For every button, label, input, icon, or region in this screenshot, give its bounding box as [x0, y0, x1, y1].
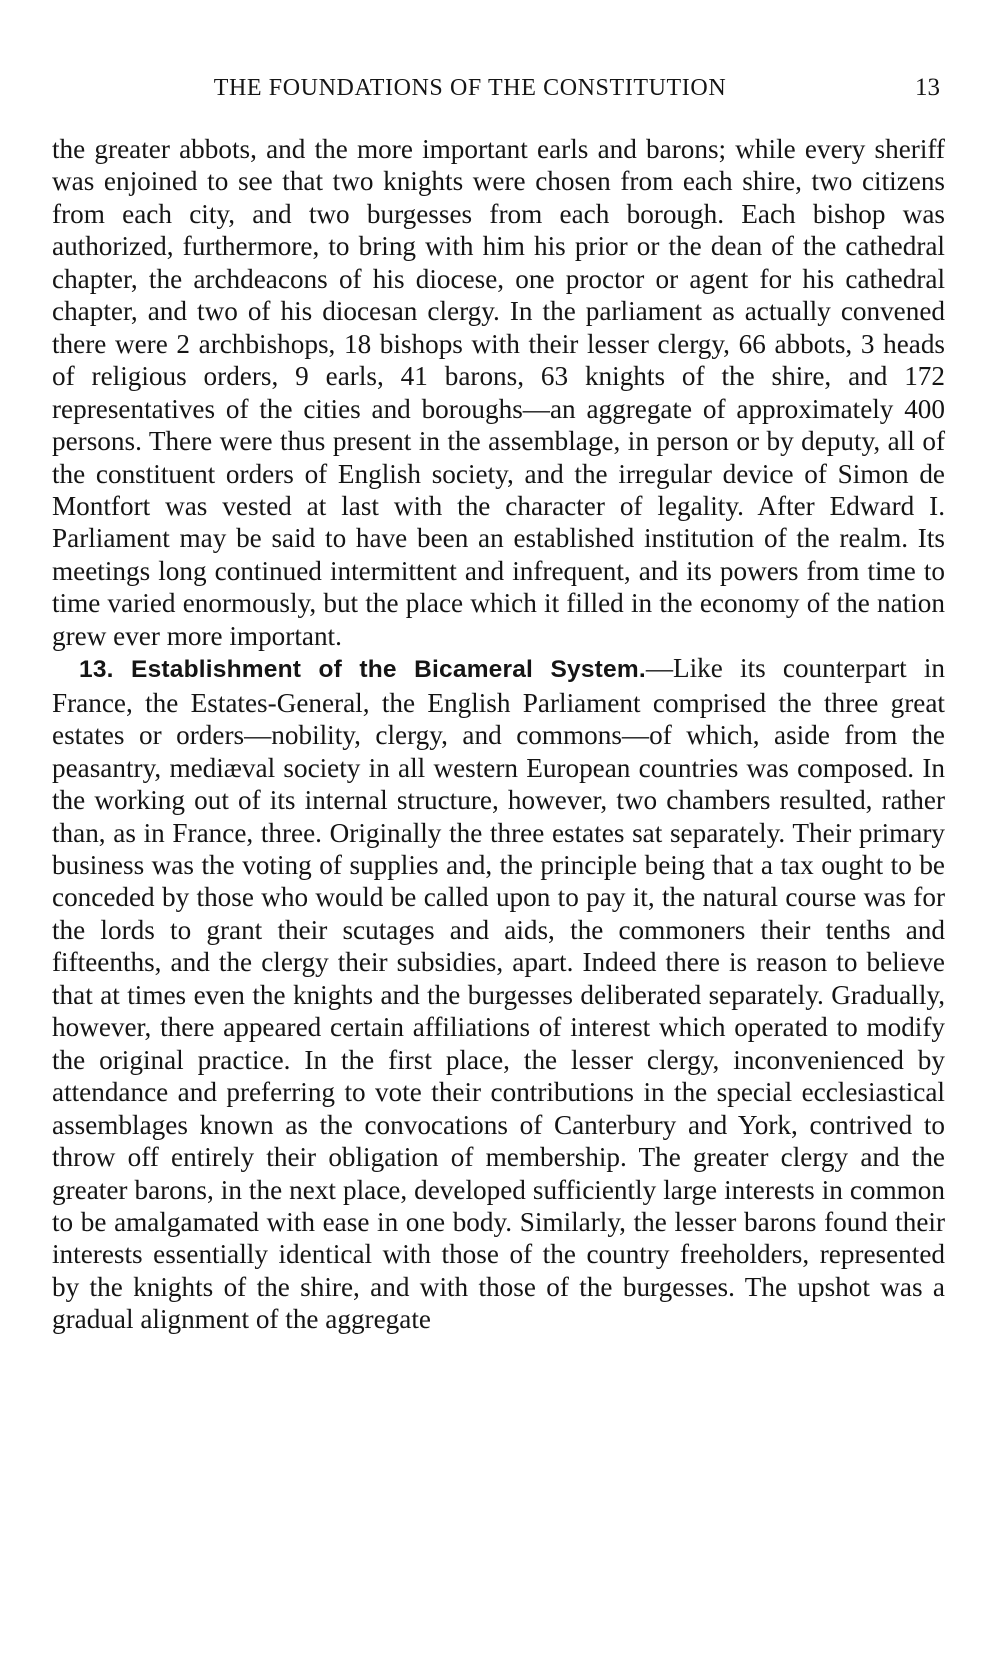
paragraph-continuation: the greater abbots, and the more important earls and barons; while every sheriff was enjoined to see that two knights were chosen from each shire, two citizens from each city, and two burgesses from each borough. Each bishop was authorized, furthermore, to bring with him his prior or the dean of the cathedral chapter, the archdeacons of his diocese, one proctor or agent for his cathedral chapter, and two of his diocesan clergy. In the parliament as actually convened there were 2 archbishops, 18 bishops with their lesser clergy, 66 abbots, 3 heads of religious orders, 9 earls, 41 barons, 63 knights of the shire, and 172 representatives of the cities and boroughs—an aggregate of approximately 400 persons. There were thus present in the assemblage, in person or by deputy, all of the constituent orders of English society, and the irregular device of Simon de Montfort was vested at last with the character of legality. After Edward I. Parliament may be said to have been an established institution of the realm. Its meetings long continued intermittent and infrequent, and its powers from time to time varied enormously, but the place which it filled in the economy of the nation grew ever more important.	[52, 134, 945, 651]
body-text	[52, 133, 945, 1336]
section-body-text: —Like its counterpart in France, the Estates-General, the English Parliament comprised the three great estates or orders—nobility, clergy, and commons—of which, aside from the peasantry, mediæval society in all western European countries was composed. In the working out of its internal structure, however, two chambers resulted, rather than, as in France, three. Originally the three estates sat separately. Their primary business was the voting of supplies and, the principle being that a tax ought to be conceded by those who would be called upon to pay it, the natural course was for the lords to grant their scutages and aids, the commoners their tenths and fifteenths, and the clergy their subsidies, apart. Indeed there is reason to believe that at times even the knights and the burgesses deliberated separately. Gradually, however, there appeared certain affiliations of interest which operated to modify the original practice. In the first place, the lesser clergy, inconvenienced by attendance and preferring to vote their contributions in the special ecclesiastical assemblages known as the convocations of Canterbury and York, contrived to throw off entirely their obligation of membership. The greater clergy and the greater barons, in the next place, developed sufficiently large interests in common to be amalgamated with ease in one body. Similarly, the lesser barons found their interests essentially identical with those of the country freeholders, represented by the knights of the shire, and with those of the burgesses. The upshot was a gradual alignment of the aggregate	[52, 653, 945, 1335]
page-number: 13	[915, 74, 940, 101]
paragraph-section-13	[52, 652, 945, 1336]
section-heading: 13. Establishment of the Bicameral System.	[79, 656, 646, 684]
running-head: THE FOUNDATIONS OF THE CONSTITUTION	[213, 75, 727, 101]
